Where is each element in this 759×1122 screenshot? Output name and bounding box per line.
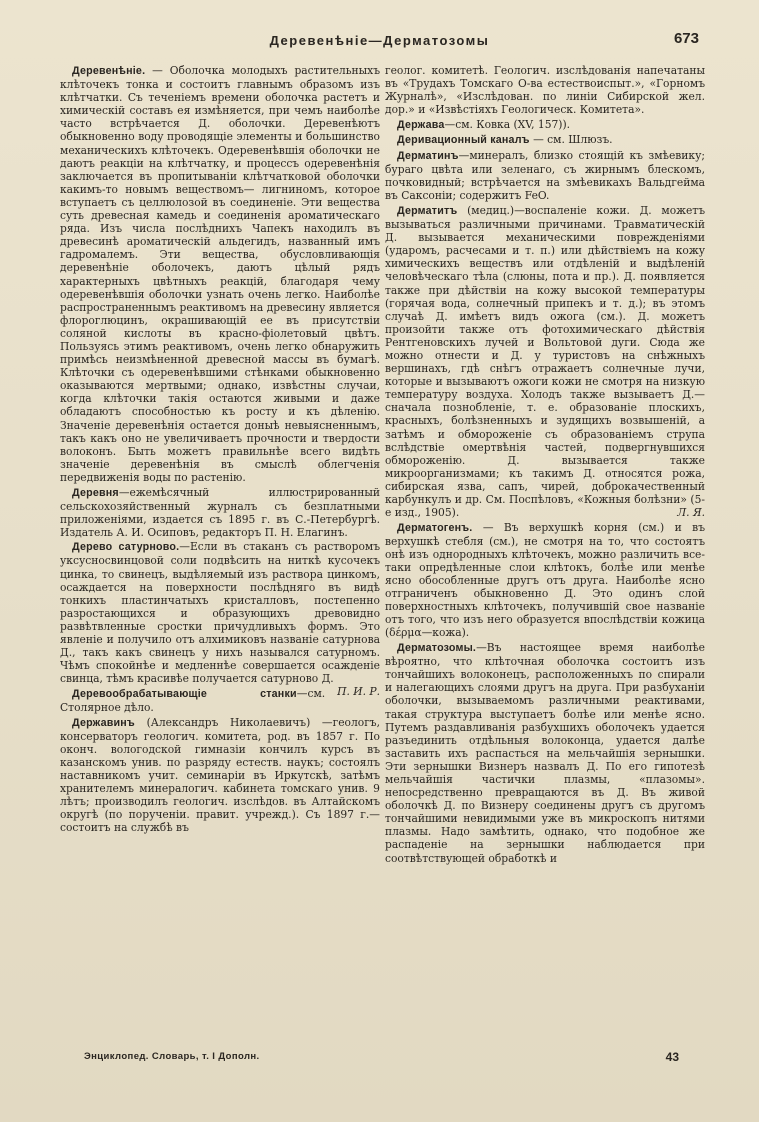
entry-headword: Деревообрабатывающіе станки [72,687,297,700]
dictionary-entry [385,64,705,116]
entry-text: — Оболочка молодыхъ растительныхъ клѣточекъ тонка и состоитъ главнымъ образомъ изъ клѣтчатки. Съ теченіемъ времени оболочка растетъ и химическій составъ ея измѣняется, при чемъ наиболѣе часто встрѣчается Д. оболочки. Деревенѣютъ обыкновенно воду проводящіе элементы и большинство механическихъ клѣточекъ. Одеревенѣвшія оболочки не даютъ реакціи на клѣтчатку, и процессъ одеревенѣнія заключается въ пропитываніи клѣтчатковой оболочки какимъ-то новымъ веществомъ— лигниномъ, которое вступаетъ съ целлюлозой въ соединеніе. Эти вещества суть древесная камедь и соединенія ароматическаго ряда. Изъ числа послѣднихъ Чапекъ находилъ въ древесинѣ ароматическій альдегидъ, названный имъ гадромалемъ. Эти вещества, обусловливающія деревенѣніе оболочекъ, даютъ цѣлый рядъ характерныхъ цвѣтныхъ реакцій, благодаря чему одеревенѣвшія оболочки узнать очень легко. Наиболѣе распространеннымъ реактивомъ на древесину является флороглюцинъ, окрашивающій ее въ присутствіи соляной кислоты въ красно-фіолетовый цвѣтъ. Пользуясь этимъ реактивомъ, очень легко обнаружить примѣсь неизмѣненной древесной массы въ бумагѣ. Клѣточки съ одеревенѣвшими стѣнками обыкновенно оказываются мертвыми; однако, извѣстны случаи, когда клѣточки такія остаются живыми и даже обладаютъ способностью къ росту и къ дѣленію. Значеніе деревенѣнія остается доныѣ невыясненнымъ, такъ какъ оно не увеличиваетъ прочности и твердости волоконъ. Быть можетъ правильнѣе всего видѣть значеніе деревенѣнія въ смыслѣ облегченія передвиженія воды по растенію. [60,64,380,484]
entry-headword: Дерматинъ [397,150,459,163]
entry-headword: Дерматитъ [397,204,458,217]
entry-author-signature: П. И. Р. [337,685,380,699]
entry-text: —см. Столярное дѣло. [60,686,326,714]
running-title: Деревенѣніе—Дерматозомы [269,33,490,48]
entry-headword: Деривационный каналъ [397,134,530,147]
dictionary-entry [385,149,705,202]
entry-headword: Деревня [72,486,119,499]
dictionary-entry [385,133,705,147]
entry-text: —ежемѣсячный иллюстрированный сельскохозяйственный журналъ съ безплатными приложеніями, издается съ 1895 г. въ С.-Петербургѣ. Издатель А. И. Осиповъ, редакторъ П. Н. Елагинъ. [60,485,380,539]
entry-headword: Дерматогенъ. [397,521,473,534]
entry-text: —Если въ стаканъ съ растворомъ уксусносвинцовой соли подвѣсить на ниткѣ кусочекъ цинка, то свинецъ, выдѣляемый изъ раствора цинкомъ, осаждается на поверхности послѣдняго въ видѣ тонкихъ пластинчатыхъ кристалловъ, постепенно разростающихся и образующихъ древовидно развѣтвленные сростки причудливыхъ формъ. Это явленіе и получило отъ алхимиковъ названіе сатурнова Д., такъ какъ свинецъ у нихъ назывался сатурномъ. Чѣмъ спокойнѣе и медленнѣе совершается осажденіе свинца, тѣмъ красивѣе получается сатурново Д. [60,540,380,686]
entry-text: (медиц.)—воспаленіе кожи. Д. можетъ вызываться различными причинами. Травматическій Д. вызывается механическими поврежденіями (ударомъ, расчесами и т. п.) или дѣйствіемъ на кожу химическихъ веществъ или отдѣленій и выдѣленій человѣческаго тѣла (слюны, пота и пр.). Д. появляется также при дѣйствіи на кожу высокой температуры (горячая вода, солнечный припекъ и т. д.); въ этомъ случаѣ Д. имѣетъ видъ ожога (см.). Д. можетъ произойти также отъ фотохимическаго дѣйствія Рентгеновскихъ лучей и Вольтовой дуги. Сюда же можно отнести и Д. у туристовъ на снѣжныхъ вершинахъ, гдѣ снѣгъ отражаетъ солнечные лучи, которые и вызываютъ ожоги кожи не смотря на низкую температуру воздуха. Холодъ также вызываетъ Д.—сначала познобленіе, т. е. образованіе плоскихъ, красныхъ, болѣзненныхъ и зудящихъ возвышеній, а затѣмъ и обмороженіе съ образованіемъ струпа вслѣдствіе омертвѣнія частей, подвергнувшихся обмороженію. Д. вызывается также микроорганизмами; къ такимъ Д. относятся рожа, сибирская язва, сапъ, чирей, доброкачественный карбункулъ и др. См. Поспѣловъ, «Кожныя болѣзни» (5-е изд., 1905). [385,203,705,520]
entry-text: — Въ верхушкѣ корня (см.) и въ верхушкѣ стебля (см.), не смотря на то, что состоятъ онѣ изъ однородныхъ клѣточекъ, можно различить все-таки опредѣленные слои клѣтокъ, болѣе или менѣе ясно обособленные другъ отъ друга. Наиболѣе ясно отграниченъ обыкновенно Д. Это одинъ слой поверхностныхъ клѣточекъ, получившій свое названіе отъ того, что изъ него образуется впослѣдствіи кожица (δέρμα—кожа). [385,520,705,640]
left-column [60,64,380,836]
page-number: 673 [673,30,699,47]
entry-text: — см. Шлюзъ. [529,133,613,147]
dictionary-entry [60,64,380,484]
dictionary-entry [385,641,705,865]
entry-text: —Въ настоящее время наиболѣе вѣроятно, что клѣточная оболочка состоитъ изъ тончайшихъ волоконецъ, расположенныхъ по спирали и налегающихъ слоями другъ на друга. При разбуханіи оболочки, вызываемомъ различными реактивами, такая структура выступаетъ болѣе или менѣе ясно. Путемъ раздавливанія разбухшихъ оболочекъ удается разъединить отдѣльныя волоконца, удается далѣе заставить ихъ распасться на мельчайшія зернышки. Эти зернышки Визнеръ назвалъ Д. По его гипотезѣ мельчайшія частички плазмы, «плазомы». непосредственно превращаются въ Д. Въ живой оболочкѣ Д. по Визнеру соединены другъ съ другомъ тончайшими невидимыми уже въ микроскопъ нитями плазмы. Надо замѣтить, однако, что подобное же распаденіе на зернышки наблюдается при соотвѣтствующей обработкѣ и [385,641,705,865]
publication-footer: Энциклопед. Словарь, т. I Дополн. [84,1051,260,1062]
entry-headword: Держава [397,118,445,131]
dictionary-entry [385,118,705,132]
entry-text: геолог. комитетѣ. Геологич. изслѣдованія напечатаны въ «Трудахъ Томскаго О-ва естествоиспыт.», «Горномъ Журналѣ», «Изслѣдован. по линіи Сибирской жел. дор.» и «Извѣстіяхъ Геологическ. Комитета». [385,64,705,117]
entry-headword: Державинъ [72,716,135,729]
dictionary-entry [60,716,380,835]
entry-headword: Дерматозомы. [397,642,477,655]
entry-text: —минералъ, близко стоящій къ змѣевику; бураго цвѣта или зеленаго, съ жирнымъ блескомъ, почковидный; встрѣчается на змѣевикахъ Вальдгейма въ Саксоніи; содержитъ FeO. [385,149,705,203]
dictionary-entry [60,486,380,539]
entry-headword: Дерево сатурново. [72,541,180,554]
entry-headword: Деревенѣніе. [72,65,146,77]
entry-text: —см. Ковка (XV, 157)). [444,117,571,131]
dictionary-entry [385,204,705,519]
entry-text: (Александръ Николаевичъ) —геологъ, консерваторъ геологич. комитета, род. въ 1857 г. По оконч. вологодской гимназіи кончилъ курсъ въ казанскомъ унив. по разряду естеств. наукъ; состоялъ наставникомъ учит. семинаріи въ Иркутскѣ, затѣмъ хранителемъ минералогич. кабинета томскаго унив. 9 лѣтъ; производилъ геологич. изслѣдов. въ Алтайскомъ округѣ (по порученіи. правит. учрежд.). Съ 1897 г.—состоитъ на службѣ въ [60,715,380,835]
entry-author-signature: Л. Я. [677,506,705,520]
signature-mark: 43 [665,1050,679,1064]
right-column [385,64,705,866]
dictionary-entry [385,521,705,640]
